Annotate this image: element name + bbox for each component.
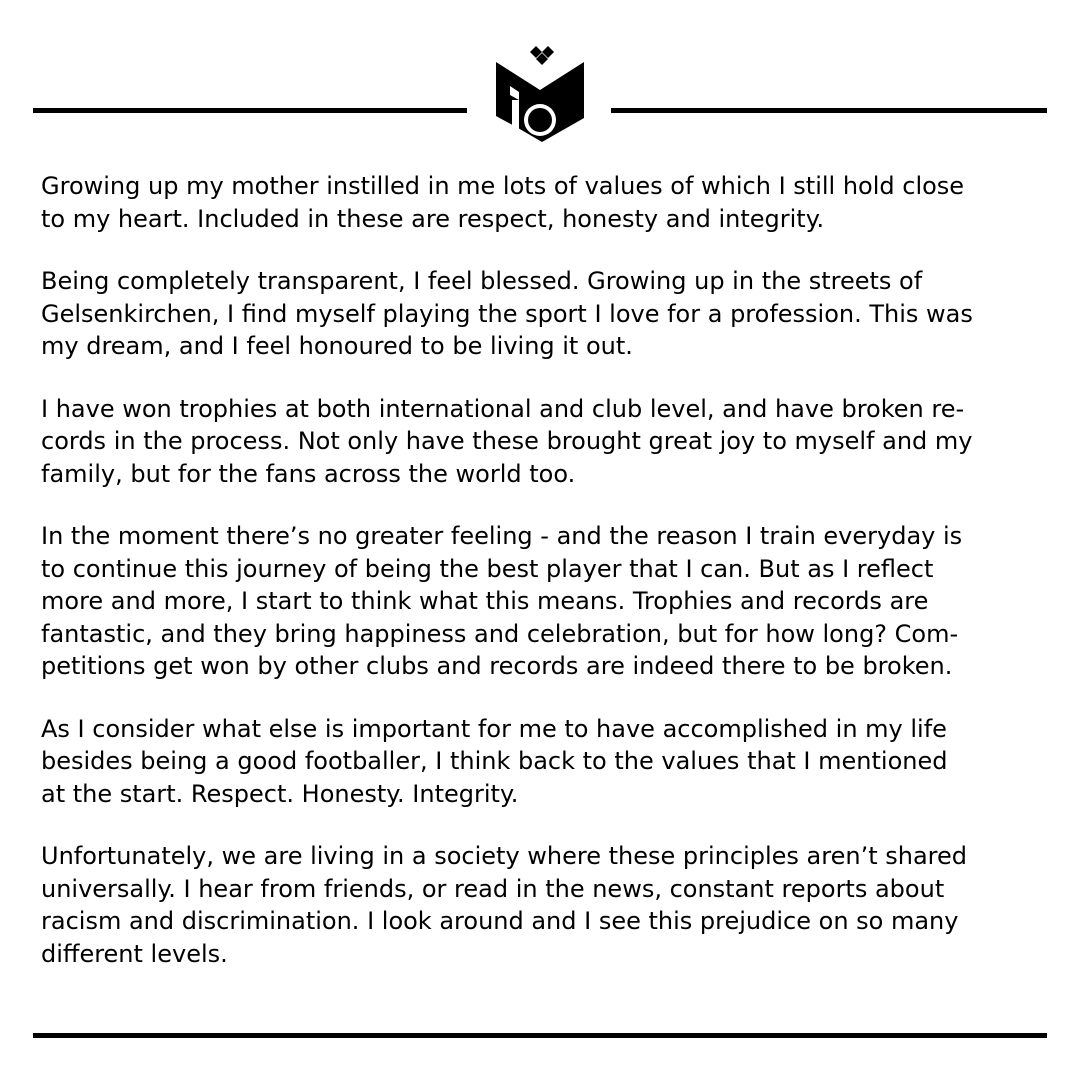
paragraph-reflection: In the moment there’s no greater feeling - and the reason I train everyday is to continue this journey of being the best player that I can. But as I reflect more and more, I start to think what this means. Trophies and records are fantastic, and they bring happiness and celebration, but for how long? Com- petitions get won by other clubs and records are indeed there to be broken. [41, 522, 963, 680]
paragraph-trophies: I have won trophies at both international and club level, and have broken re- cords in the process. Not only have these brought great joy to myself and my family, but for the fans across the world too. [41, 394, 973, 488]
paragraph-principles: As I consider what else is important for me to have accomplished in my life besides being a good footballer, I think back to the values that I mentioned at the start. Respect. Honesty. Integrity. [41, 714, 948, 808]
statement-body [41, 170, 1041, 1000]
paragraph-values: Growing up my mother instilled in me lots of values of which I still hold close to my heart. Included in these are respect, honesty and integrity. [41, 172, 965, 233]
header-divider-left [33, 108, 467, 113]
monogram-m-logo-icon [490, 40, 590, 150]
paragraph-society: Unfortunately, we are living in a society where these principles aren’t shared universally. I hear from friends, or read in the news, constant reports about racism and discrimination. I look around and I see this prejudice on so many different levels. [41, 842, 967, 968]
header-divider-right [611, 108, 1047, 113]
paragraph-blessed: Being completely transparent, I feel blessed. Growing up in the streets of Gelsenkirchen, I find myself playing the sport I love for a profession. This was my dream, and I feel honoured to be living it out. [41, 267, 973, 360]
footer-divider [33, 1033, 1047, 1038]
